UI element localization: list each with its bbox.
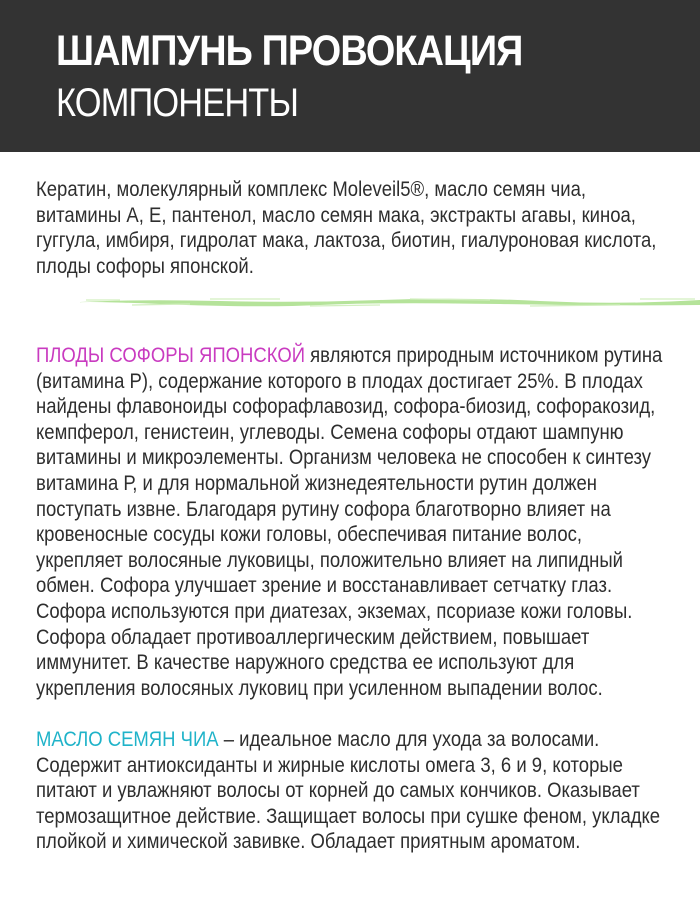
chia-section: [36, 727, 671, 855]
sophora-heading: ПЛОДЫ СОФОРЫ ЯПОНСКОЙ: [36, 343, 306, 367]
ingredients-list: Кератин, молекулярный комплекс Moleveil5®, масло семян чиа, витамины А, Е, пантенол, масло семян мака, экстракты агавы, киноа, гуггула, имбиря, гидролат мака, лактоза, биотин, гиалуроновая кислота, плоды софоры японской.: [36, 177, 657, 278]
header-banner: [0, 0, 700, 152]
page-subtitle: КОМПОНЕНТЫ: [56, 81, 299, 125]
chia-body: – идеальное масло для ухода за волосами. Содержит антиоксиданты и жирные кислоты омега 3, 6 и 9, которые питают и увлажняют волосы от корней до самых кончиков. Оказывает термозащитное действие. Защищает волосы при сушке феном, укладке плойкой и химической завивке. Обладает приятным ароматом.: [36, 727, 661, 854]
sophora-body: являются природным источником рутина (витамина Р), содержание которого в плодах достигает 25%. В плодах найдены флавоноиды софорафлавозид, софора-биозид, софоракозид, кемпферол, генистеин, углеводы. Семена софоры отдают шампуню витамины и микроэлементы. Организм человека не способен к синтезу витамина Р, и для нормальной жизнедеятельности рутин должен поступать извне. Благодаря рутину софора благотворно влияет на кровеносные сосуды кожи головы, обеспечивая питание волос, укрепляет волосяные луковицы, положительно влияет на липидный обмен. Софора улучшает зрение и восстанавливает сетчатку глаз. Софора используются при диатезах, экземах, псориазе кожи головы. Софора обладает противоаллергическим действием, повышает иммунитет. В качестве наружного средства ее используют для укрепления волосяных луковиц при усиленном выпадении волос.: [36, 343, 663, 700]
brush-divider: [80, 296, 700, 308]
sophora-section: [36, 343, 671, 701]
chia-heading: МАСЛО СЕМЯН ЧИА: [36, 727, 219, 751]
page-title: ШАМПУНЬ ПРОВОКАЦИЯ: [56, 27, 523, 75]
